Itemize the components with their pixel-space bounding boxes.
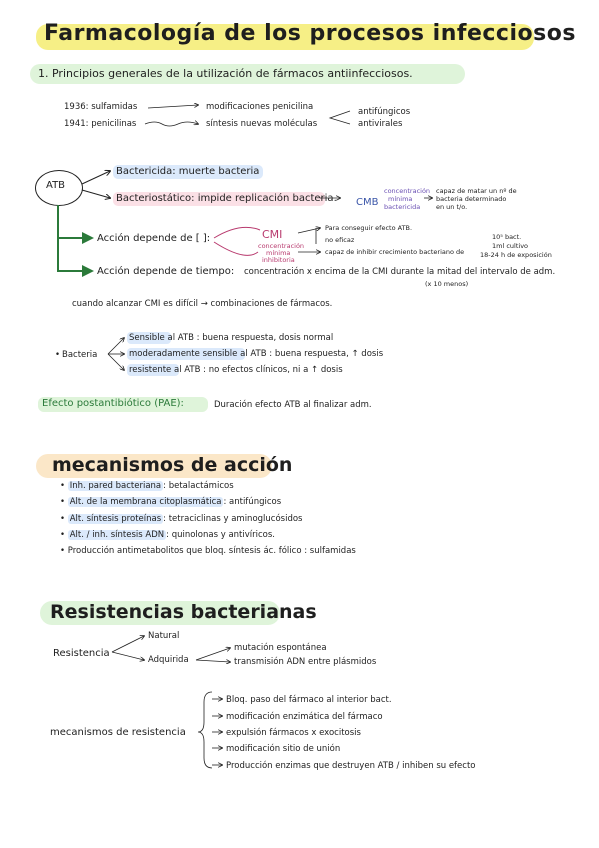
section2-heading: mecanismos de acción bbox=[52, 454, 293, 476]
mech-item-4-hl: Alt. / inh. síntesis ADN bbox=[69, 530, 165, 540]
mech-item-3-value: : tetraciclinas y aminoglucósidos bbox=[163, 514, 303, 524]
mecanismos-resistencia-label: mecanismos de resistencia bbox=[50, 727, 186, 738]
cmb-desc-2: bacteria determinado bbox=[436, 195, 507, 203]
section1-heading: 1. Principios generales de la utilización de fármacos antiinfecciosos. bbox=[38, 67, 413, 80]
moderado-label: moderadamente sensible bbox=[129, 349, 238, 359]
cmb-brace-bot: bactericida bbox=[384, 203, 421, 211]
cmb-desc-1: capaz de matar un nº de bbox=[436, 187, 517, 195]
combinaciones-text: cuando alcanzar CMI es difícil → combinaciones de fármacos. bbox=[72, 299, 333, 309]
history-antifungicos: antifúngicos bbox=[358, 107, 411, 117]
culture-1: 10⁵ bact. bbox=[492, 233, 522, 241]
history-modificaciones: modificaciones penicilina bbox=[206, 102, 314, 112]
moderado-rest: al ATB : buena respuesta, ↑ dosis bbox=[237, 349, 384, 359]
cmb-brace-top: concentración bbox=[384, 187, 431, 195]
mech-item-1-hl: Inh. pared bacteriana bbox=[69, 481, 162, 491]
resistance-mech-1: Bloq. paso del fármaco al interior bact. bbox=[226, 695, 392, 705]
mech-item-3-hl: Alt. síntesis proteínas bbox=[69, 514, 162, 524]
history-sintesis: síntesis nuevas moléculas bbox=[206, 119, 318, 129]
sensible-label: Sensible bbox=[129, 333, 165, 343]
natural-label: Natural bbox=[148, 631, 180, 641]
accion-tiempo: Acción depende de tiempo: bbox=[97, 266, 235, 277]
resistance-mech-3: expulsión fármacos x exocitosis bbox=[226, 728, 361, 738]
culture-3: 18-24 h de exposición bbox=[480, 251, 552, 259]
cmi-label: CMI bbox=[262, 228, 283, 241]
mutacion-label: mutación espontánea bbox=[234, 643, 327, 653]
history-1941: 1941: penicilinas bbox=[64, 119, 137, 129]
cmi-sub-1: concentración bbox=[258, 242, 305, 250]
mech-item-2: • Alt. de la membrana citoplasmática : antifúngicos bbox=[60, 497, 282, 507]
bacteria-label: Bacteria bbox=[62, 350, 98, 360]
cmi-sub-3: inhibitoria bbox=[262, 256, 295, 264]
sensible-rest: al ATB : buena respuesta, dosis normal bbox=[164, 333, 334, 343]
resistente-rest: al ATB : no efectos clínicos, ni a ↑ dosis bbox=[171, 365, 343, 375]
mech-item-2-hl: Alt. de la membrana citoplasmática bbox=[69, 497, 222, 507]
adquirida-label: Adquirida bbox=[148, 655, 189, 665]
cmi-sub-2: mínima bbox=[266, 249, 291, 257]
pae-text: Duración efecto ATB al finalizar adm. bbox=[214, 400, 372, 410]
bacteria-bullet: • bbox=[55, 350, 61, 360]
transmision-label: transmisión ADN entre plásmidos bbox=[234, 657, 377, 667]
bacteriostatico-text: Bacteriostático: impide replicación bacteria. bbox=[116, 193, 337, 204]
tiempo-description: concentración x encima de la CMI durante la mitad del intervalo de adm. bbox=[244, 267, 556, 277]
tiempo-note: (x 10 menos) bbox=[425, 280, 469, 288]
cmi-result-1: Para conseguir efecto ATB. bbox=[325, 224, 413, 232]
mech-item-3: • Alt. síntesis proteínas : tetraciclinas y aminoglucósidos bbox=[60, 514, 303, 524]
history-1936: 1936: sulfamidas bbox=[64, 102, 138, 112]
resistance-mech-4: modificación sitio de unión bbox=[226, 744, 341, 754]
resistencia-label: Resistencia bbox=[53, 648, 110, 659]
mech-item-2-value: : antifúngicos bbox=[223, 497, 282, 507]
cmi-result-2: no eficaz bbox=[325, 236, 355, 244]
section3-heading: Resistencias bacterianas bbox=[50, 601, 317, 623]
resistance-mech-2: modificación enzimática del fármaco bbox=[226, 712, 383, 722]
bactericida-text: Bactericida: muerte bacteria bbox=[116, 166, 260, 177]
cmb-brace-mid: mínima bbox=[388, 195, 413, 203]
cmi-result-3: capaz de inhibir crecimiento bacteriano de bbox=[325, 248, 465, 256]
culture-2: 1ml cultivo bbox=[492, 242, 529, 250]
accion-concentracion: Acción depende de [ ]: bbox=[97, 233, 211, 244]
page-title: Farmacología de los procesos infecciosos bbox=[44, 21, 576, 46]
mech-item-5: • Producción antimetabolitos que bloq. síntesis ác. fólico : sulfamidas bbox=[60, 546, 356, 556]
mech-item-5-value: : sulfamidas bbox=[304, 546, 356, 556]
mech-item-4: • Alt. / inh. síntesis ADN : quinolonas y antivíricos. bbox=[60, 530, 275, 540]
atb-label: ATB bbox=[46, 180, 66, 191]
cmb-label: CMB bbox=[356, 197, 379, 208]
mech-item-1: • Inh. pared bacteriana : betalactámicos bbox=[60, 481, 234, 491]
cmb-desc-3: en un t/o. bbox=[436, 203, 468, 211]
mech-item-1-value: : betalactámicos bbox=[163, 481, 234, 491]
resistance-mech-5: Producción enzimas que destruyen ATB / inhiben su efecto bbox=[226, 761, 476, 771]
resistente-label: resistente bbox=[129, 365, 172, 375]
history-antivirales: antivirales bbox=[358, 119, 403, 129]
mech-item-4-value: : quinolonas y antivíricos. bbox=[166, 530, 275, 540]
pae-label: Efecto postantibiótico (PAE): bbox=[42, 398, 184, 409]
mech-item-5-key: Producción antimetabolitos que bloq. síntesis ác. fólico bbox=[67, 546, 302, 556]
